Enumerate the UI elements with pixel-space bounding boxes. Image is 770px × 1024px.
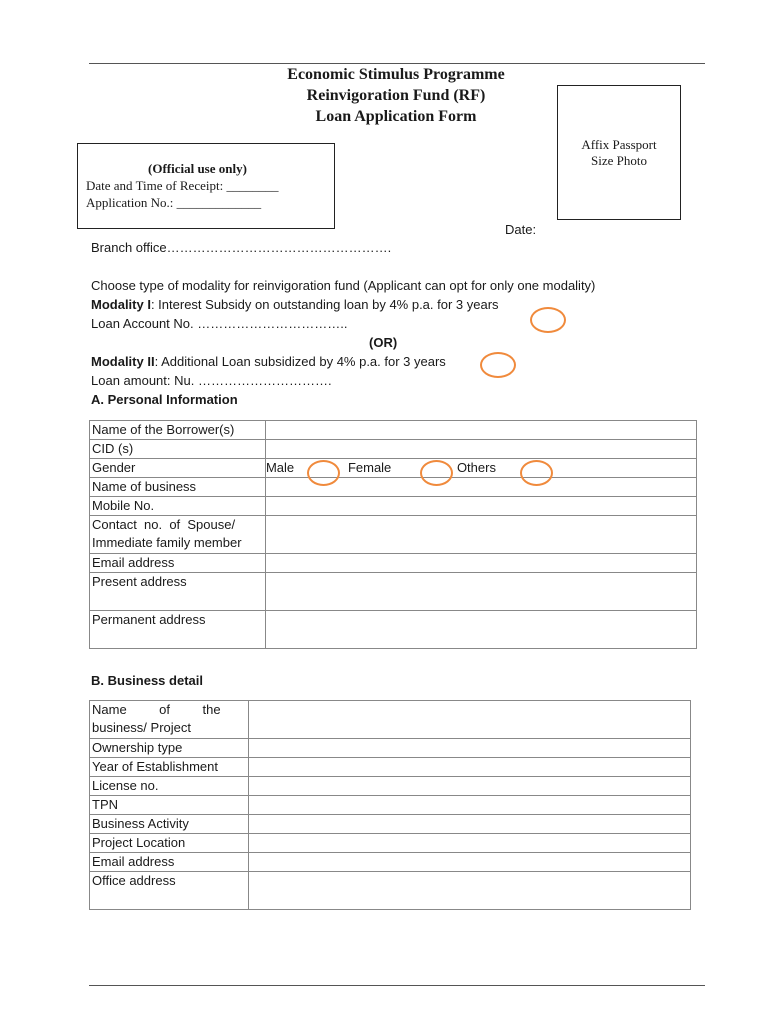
section-a-heading: A. Personal Information xyxy=(91,392,238,407)
gender-others-radio[interactable] xyxy=(520,460,553,486)
modality-1-line xyxy=(91,297,499,312)
table-row xyxy=(90,777,691,796)
personal-info-table xyxy=(89,420,697,649)
or-separator: (OR) xyxy=(369,335,398,350)
photo-box-line-1: Affix Passport xyxy=(581,137,657,152)
date-label: Date: xyxy=(505,222,537,237)
gender-male-label: Male xyxy=(265,460,295,475)
row-label: Business Activity xyxy=(90,815,249,834)
modality-2-radio[interactable] xyxy=(480,352,516,378)
table-row xyxy=(90,739,691,758)
license-number-input[interactable] xyxy=(248,777,690,796)
spouse-contact-input[interactable] xyxy=(265,516,696,554)
row-label: Name of business xyxy=(90,478,266,497)
modality-1-text: : Interest Subsidy on outstanding loan by 4% p.a. for 3 years xyxy=(150,297,499,312)
year-established-input[interactable] xyxy=(248,758,690,777)
table-row xyxy=(90,853,691,872)
table-row xyxy=(90,758,691,777)
table-row xyxy=(90,573,697,611)
mobile-input[interactable] xyxy=(265,497,696,516)
table-row xyxy=(90,516,697,554)
gender-female-radio[interactable] xyxy=(420,460,453,486)
application-number: Application No.: _____________ xyxy=(86,195,262,210)
gender-male-radio[interactable] xyxy=(307,460,340,486)
form-title-line-3: Loan Application Form xyxy=(315,108,477,125)
modality-1-label: Modality I xyxy=(91,297,151,312)
borrower-name-input[interactable] xyxy=(265,421,696,440)
receipt-date-time: Date and Time of Receipt: ________ xyxy=(86,178,279,193)
table-row xyxy=(90,421,697,440)
branch-office-field: Branch office……………………………………………. xyxy=(91,240,392,255)
business-email-input[interactable] xyxy=(248,853,690,872)
row-label: License no. xyxy=(90,777,249,796)
modality-2-label: Modality II xyxy=(91,354,155,369)
form-title-line-2: Reinvigoration Fund (RF) xyxy=(306,87,486,104)
office-address-input[interactable] xyxy=(248,872,690,910)
business-activity-input[interactable] xyxy=(248,815,690,834)
official-use-heading: (Official use only) xyxy=(148,161,247,176)
table-row xyxy=(90,459,697,478)
table-row xyxy=(90,701,691,739)
modality-1-radio[interactable] xyxy=(530,307,566,333)
top-rule xyxy=(89,63,705,64)
table-row xyxy=(90,440,697,459)
row-label xyxy=(90,701,249,739)
row-label-line: business/ Project xyxy=(92,720,191,735)
row-label: Name of the Borrower(s) xyxy=(90,421,266,440)
row-label-line: Immediate family member xyxy=(92,535,242,550)
modality-intro: Choose type of modality for reinvigoration fund (Applicant can opt for only one modality) xyxy=(91,278,596,293)
present-address-input[interactable] xyxy=(265,573,696,611)
gender-female-label: Female xyxy=(347,460,392,475)
table-row xyxy=(90,554,697,573)
ownership-type-input[interactable] xyxy=(248,739,690,758)
loan-amount-field: Loan amount: Nu. …………………………. xyxy=(91,373,332,388)
row-label: Ownership type xyxy=(90,739,249,758)
row-label: Mobile No. xyxy=(90,497,266,516)
cid-input[interactable] xyxy=(265,440,696,459)
official-use-box xyxy=(77,143,335,229)
tpn-input[interactable] xyxy=(248,796,690,815)
row-label: TPN xyxy=(90,796,249,815)
row-label: Project Location xyxy=(90,834,249,853)
business-project-name-input[interactable] xyxy=(248,701,690,739)
table-row xyxy=(90,478,697,497)
loan-account-field: Loan Account No. …………………………….. xyxy=(91,316,348,331)
row-label-line: Contact no. of Spouse/ xyxy=(92,517,236,532)
bottom-rule xyxy=(89,985,705,986)
row-label: Permanent address xyxy=(90,611,266,649)
form-title-line-1: Economic Stimulus Programme xyxy=(287,66,505,83)
row-label: Email address xyxy=(90,554,266,573)
table-row xyxy=(90,611,697,649)
photo-box-line-2: Size Photo xyxy=(591,153,647,168)
section-b-heading: B. Business detail xyxy=(91,673,203,688)
table-row xyxy=(90,497,697,516)
email-input[interactable] xyxy=(265,554,696,573)
table-row xyxy=(90,872,691,910)
table-row xyxy=(90,796,691,815)
row-label xyxy=(90,516,266,554)
modality-2-text: : Additional Loan subsidized by 4% p.a. for 3 years xyxy=(154,354,446,369)
gender-others-label: Others xyxy=(456,460,496,475)
row-label: Email address xyxy=(90,853,249,872)
modality-2-line xyxy=(91,354,446,369)
table-row xyxy=(90,834,691,853)
row-label: CID (s) xyxy=(90,440,266,459)
permanent-address-input[interactable] xyxy=(265,611,696,649)
business-detail-table xyxy=(89,700,691,910)
passport-photo-box[interactable] xyxy=(557,85,681,220)
row-label-line: Name of the xyxy=(92,702,221,717)
row-label: Present address xyxy=(90,573,266,611)
row-label: Year of Establishment xyxy=(90,758,249,777)
row-label: Office address xyxy=(90,872,249,910)
row-label: Gender xyxy=(90,459,266,478)
table-row xyxy=(90,815,691,834)
project-location-input[interactable] xyxy=(248,834,690,853)
